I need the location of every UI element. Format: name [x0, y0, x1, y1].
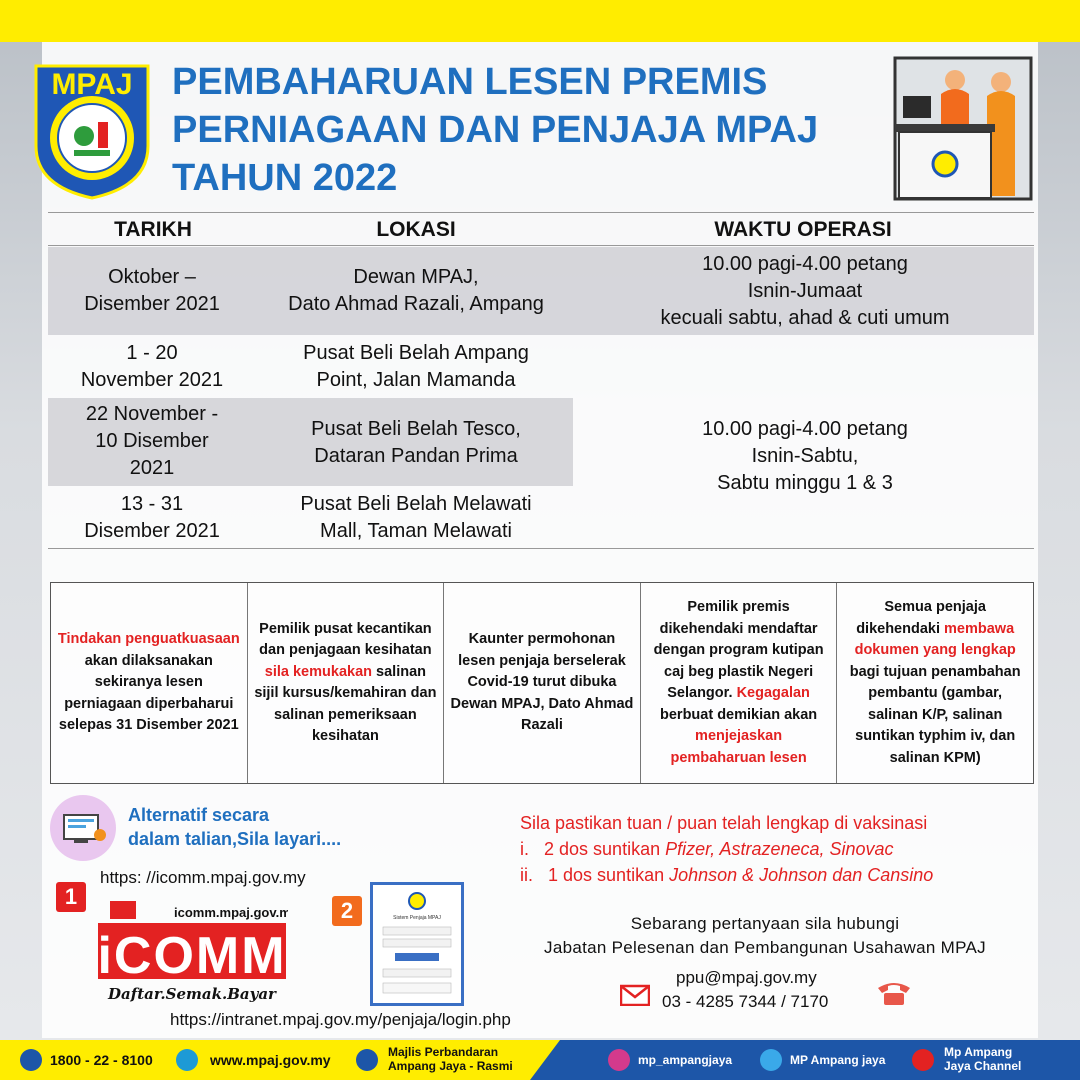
footer-instagram[interactable]: mp_ampangjaya: [638, 1053, 733, 1067]
mpaj-logo: [28, 56, 156, 200]
alt-line-1: Alternatif secara: [128, 805, 270, 825]
contact-line-1: Sebarang pertanyaan sila hubungi: [630, 914, 900, 933]
hours2-l3: Sabtu minggu 1 & 3: [717, 472, 893, 494]
beauty-text-b: salinan sijil kursus/kemahiran dan salinan pemeriksaan kesihatan: [254, 663, 437, 744]
info-cell-enforcement: [51, 583, 248, 783]
footer-youtube[interactable]: [944, 1045, 1021, 1073]
online-alternative: [128, 803, 341, 851]
vaccination-notice: [520, 810, 933, 888]
plastic-highlight-1: Kegagalan: [736, 685, 810, 701]
footer-facebook[interactable]: [388, 1045, 513, 1073]
page-title: [172, 58, 872, 202]
globe-icon: [176, 1049, 198, 1071]
hawker-highlight: membawa dokumen yang lengkap: [854, 620, 1016, 658]
title-line-1: PEMBAHARUAN LESEN PREMIS: [172, 61, 768, 103]
instagram-icon[interactable]: [608, 1049, 630, 1071]
row-1-date: [52, 264, 252, 318]
hawker-text-b: bagi tujuan penambahan pembantu (gambar, salinan K/P, salinan suntikan typhim iv, dan salinan KPM): [849, 663, 1021, 766]
vax-line-1: Sila pastikan tuan / puan telah lengkap di vaksinasi: [520, 813, 928, 833]
info-grid: [50, 582, 1034, 784]
schedule-header: [48, 212, 1034, 246]
fb-line-2: Ampang Jaya - Rasmi: [388, 1059, 513, 1073]
hours-block-1: [610, 251, 1000, 332]
enforcement-text: akan dilaksanakan sekiranya lesen perniagaan diperbaharui selepas 31 Disember 2021: [58, 652, 239, 734]
computer-icon: [50, 795, 116, 861]
logo-abbr: MPAJ: [51, 68, 133, 101]
row-4-date-l2: Disember 2021: [84, 520, 220, 542]
row-2-date-l2: November 2021: [80, 369, 224, 391]
step-2-badge: 2: [332, 896, 362, 926]
facebook-icon[interactable]: [356, 1049, 378, 1071]
row-1-loc-l2: Dato Ahmad Razali, Ampang: [288, 293, 544, 315]
contact-email[interactable]: ppu@mpaj.gov.my: [676, 968, 817, 987]
beauty-highlight: sila kemukakan: [264, 663, 372, 680]
twitter-icon[interactable]: [760, 1049, 782, 1071]
row-1-date-l1: Oktober –: [108, 266, 196, 288]
schedule-table: [48, 212, 1034, 246]
contact-info: [505, 912, 1025, 960]
login-form-screenshot[interactable]: [370, 882, 464, 1006]
plastic-text-a: Pemilik premis dikehendaki mendaftar dengan program kutipan caj beg plastik Negeri Selangor.: [653, 599, 824, 701]
counter-illustration: [893, 56, 1033, 201]
row-2-loc-l2: Point, Jalan Mamanda: [316, 369, 516, 391]
hours-block-2: [610, 416, 1000, 497]
fb-line-1: Majlis Perbandaran: [388, 1045, 499, 1059]
hours1-l3: kecuali sabtu, ahad & cuti umum: [660, 307, 950, 329]
vax-item-1: [520, 836, 933, 862]
telephone-icon: [876, 978, 912, 1006]
youtube-icon[interactable]: [912, 1049, 934, 1071]
vax-i-label: i.: [520, 839, 529, 859]
title-line-2: PERNIAGAAN DAN PENJAJA MPAJ: [172, 109, 819, 151]
info-cell-counter: [444, 583, 641, 783]
row-4-location: [256, 491, 576, 545]
row-4-date: [52, 491, 252, 545]
counter-text: Kaunter permohonan lesen penjaja berselerak Covid-19 turut dibuka Dewan MPAJ, Dato Ahmad Razali: [450, 631, 634, 734]
beauty-text-a: Pemilik pusat kecantikan dan penjagaan kesihatan: [259, 620, 432, 658]
hours2-l1: 10.00 pagi-4.00 petang: [702, 418, 908, 440]
footer-twitter[interactable]: MP Ampang jaya: [790, 1053, 886, 1067]
enforcement-highlight: Tindakan penguatkuasaan: [57, 631, 240, 648]
hours1-l1: 10.00 pagi-4.00 petang: [702, 253, 908, 275]
form-title: Sistem Penjaja MPAJ: [393, 915, 441, 921]
row-3-date-l3: 2021: [129, 457, 175, 479]
hours2-l2: Isnin-Sabtu,: [751, 445, 859, 467]
yt-line-2: Jaya Channel: [944, 1059, 1022, 1073]
schedule-bottom-rule: [48, 548, 1034, 549]
contact-line-2: Jabatan Pelesenan dan Pembangunan Usahawan MPAJ: [544, 938, 986, 957]
vax-i-text: 2 dos suntikan: [544, 839, 661, 859]
penjaja-login-url[interactable]: https://intranet.mpaj.gov.my/penjaja/login.php: [170, 1010, 511, 1029]
row-2-date-l1: 1 - 20: [126, 342, 178, 364]
plastic-highlight-2: menjejaskan pembaharuan lesen: [670, 728, 807, 766]
header-waktu: WAKTU OPERASI: [714, 218, 892, 241]
row-3-location: [256, 416, 576, 470]
vax-i-brands: Pfizer, Astrazeneca, Sinovac: [665, 839, 894, 859]
icomm-logo[interactable]: [96, 895, 288, 1005]
alt-line-2: dalam talian,Sila layari....: [128, 829, 342, 849]
row-1-location: [256, 264, 576, 318]
header-lokasi: LOKASI: [376, 218, 456, 241]
vax-ii-label: ii.: [520, 865, 533, 885]
top-yellow-bar: [0, 0, 1080, 42]
row-3-date-l2: 10 Disember: [95, 430, 209, 452]
hours1-l2: Isnin-Jumaat: [747, 280, 863, 302]
yt-line-1: Mp Ampang: [944, 1045, 1013, 1059]
row-3-date-l1: 22 November -: [85, 403, 219, 425]
step-1-badge: 1: [56, 882, 86, 912]
row-4-loc-l1: Pusat Beli Belah Melawati: [300, 493, 532, 515]
footer-bar: [0, 1040, 1080, 1080]
phone-icon: [20, 1049, 42, 1071]
info-cell-plastic: [641, 583, 838, 783]
row-4-date-l1: 13 - 31: [120, 493, 184, 515]
row-2-loc-l1: Pusat Beli Belah Ampang: [303, 342, 529, 364]
row-3-loc-l2: Dataran Pandan Prima: [314, 445, 518, 467]
title-line-3: TAHUN 2022: [172, 157, 398, 199]
info-cell-hawker: [837, 583, 1033, 783]
email-icon: [620, 980, 650, 1006]
plastic-text-b: berbuat demikian akan: [660, 706, 818, 723]
contact-phone[interactable]: 03 - 4285 7344 / 7170: [662, 992, 829, 1011]
hawker-text-a: Semua penjaja dikehendaki: [856, 599, 986, 637]
row-1-loc-l1: Dewan MPAJ,: [353, 266, 479, 288]
row-2-location: [256, 340, 576, 394]
icomm-url[interactable]: https: //icomm.mpaj.gov.my: [100, 868, 306, 887]
vax-ii-text: 1 dos suntikan: [548, 865, 665, 885]
info-cell-beauty: [248, 583, 445, 783]
icomm-domain: icomm.mpaj.gov.my: [174, 905, 288, 920]
header-tarikh: TARIKH: [114, 218, 192, 241]
row-2-date: [52, 340, 252, 394]
row-1-date-l2: Disember 2021: [84, 293, 220, 315]
vax-ii-brands: Johnson & Johnson dan Cansino: [669, 865, 934, 885]
row-3-date: [52, 401, 252, 482]
footer-hotline[interactable]: 1800 - 22 - 8100: [50, 1052, 153, 1068]
icomm-tagline: Daftar.Semak.Bayar: [108, 985, 276, 1003]
icomm-wordmark: iCOMM: [97, 927, 287, 985]
row-3-loc-l1: Pusat Beli Belah Tesco,: [311, 418, 521, 440]
vax-item-2: [520, 862, 933, 888]
footer-website[interactable]: www.mpaj.gov.my: [210, 1052, 331, 1068]
row-4-loc-l2: Mall, Taman Melawati: [320, 520, 512, 542]
